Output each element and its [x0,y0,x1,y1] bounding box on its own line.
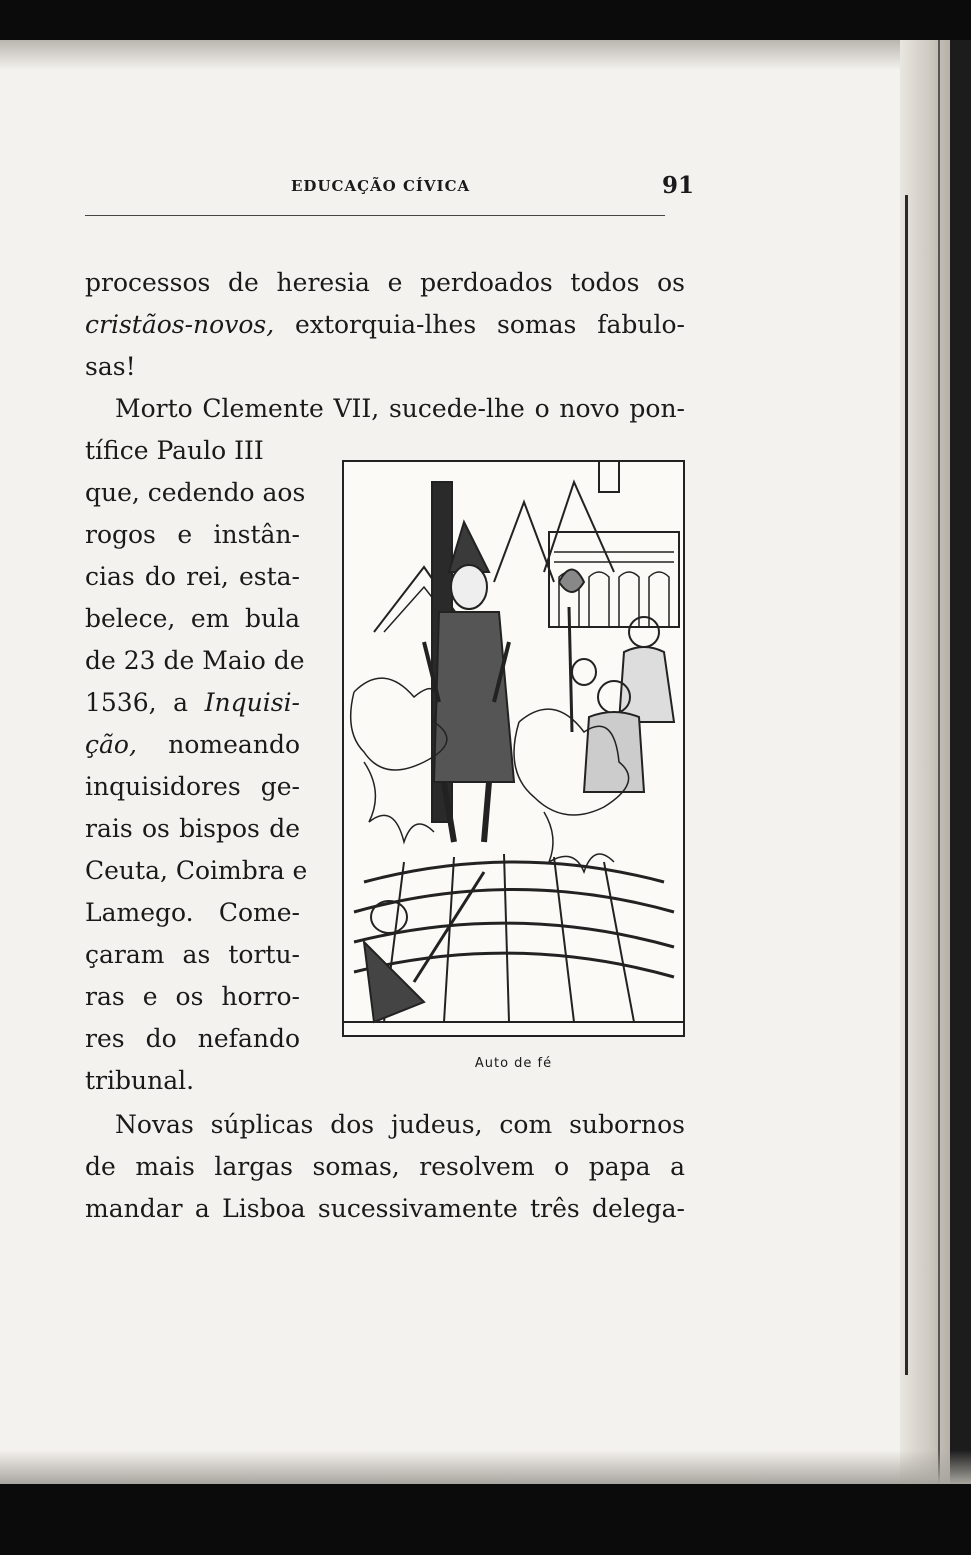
text-line: çaram as tortu- [85,940,300,969]
scan-gutter-line-outer [938,40,940,1484]
text-line: inquisidores ge- [85,772,300,801]
text-line: que, cedendo aos [85,478,306,507]
italic-term: ção, [85,730,137,759]
page-number: 91 [662,172,695,199]
italic-term: cristãos-novos, [85,310,275,339]
text-line: tribunal. [85,1066,195,1095]
text-line: Morto Clemente VII, sucede-lhe o novo pon- [115,394,685,423]
text-line: cias do rei, esta- [85,562,300,591]
illustration-auto-de-fe [342,460,685,1037]
text-line: res do nefando [85,1024,300,1053]
scan-gutter-line [905,195,908,1375]
text-line: processos de heresia e perdoados todos os [85,268,685,297]
italic-term: Inquisi- [204,688,301,717]
scan-border-right [950,40,971,1484]
text-line: ção, nomeando [85,730,300,759]
text-line: belece, em bula [85,604,300,633]
text-line: de mais largas somas, resolvem o papa a [85,1152,685,1181]
scan-border-bottom [0,1484,971,1555]
scan-shadow-bottom [0,1450,971,1484]
running-head [85,172,695,202]
text-line: tífice Paulo III [85,436,264,465]
running-head-title: EDUCAÇÃO CÍVICA [291,177,471,195]
text-line: de 23 de Maio de [85,646,305,675]
figure-caption: Auto de fé [474,1056,553,1071]
text-line: Ceuta, Coimbra e [85,856,308,885]
header-rule [85,215,665,216]
text-line: mandar a Lisboa sucessivamente três delega- [85,1194,685,1223]
text-line: sas! [85,352,136,381]
text-line: rogos e instân- [85,520,300,549]
text-line: 1536, a Inquisi- [85,688,301,717]
text-line: Lamego. Come- [85,898,300,927]
engraving [344,462,683,1035]
text-line: cristãos-novos, extorquia-lhes somas fabulo- [85,310,685,339]
text-line: rais os bispos de [85,814,300,843]
scan-border-top [0,0,971,40]
text-line: ras e os horro- [85,982,300,1011]
scan-shadow-top [0,40,971,70]
text-line: Novas súplicas dos judeus, com subornos [115,1110,685,1139]
